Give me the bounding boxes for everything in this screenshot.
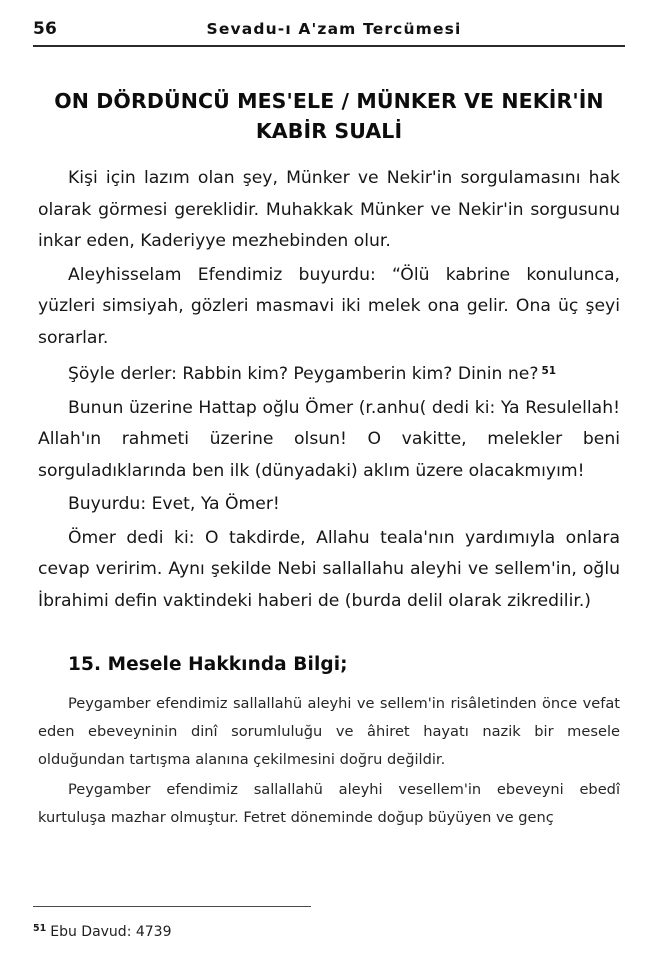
running-head [33,16,625,42]
chapter-title-line-1: ON DÖRDÜNCÜ MES'ELE / MÜNKER VE NEKİR'İN [54,89,604,113]
header-divider [33,45,625,47]
footnote-text: Ebu Davud: 4739 [50,924,172,940]
paragraph: Kişi için lazım olan şey, Münker ve Nekir'in sorgulamasını hak olarak görmesi gereklidir. Muhakkak Münker ve Nekir'in sorgusunu inkar eden, Kaderiyye mezhebinden olur. [38,168,620,251]
footnote-area [33,906,625,943]
footnote-marker: 51 [33,923,47,934]
paragraph-small: Peygamber efendimiz sallallahü aleyhi vesellem'in ebeveyni ebedî kurtuluşa mazhar olmuştur. Fetret döneminde doğup büyüyen ve genç [38,781,620,826]
chapter-title [38,86,620,146]
section-sub-heading: 15. Mesele Hakkında Bilgi; [68,654,348,675]
small-print-block [38,690,620,832]
paragraph: Bunun üzerine Hattap oğlu Ömer (r.anhu( dedi ki: Ya Resulellah! Allah'ın rahmeti üzerine olsun! O vakitte, melekler beni sorguladıklarında ben ilk (dünyadaki) aklım üzere olacakmıyım! [38,397,620,481]
body-text [38,163,620,617]
paragraph-with-footnote [38,356,620,391]
paragraph: Buyurdu: Evet, Ya Ömer! [68,494,280,514]
page-content [38,70,620,832]
page-number: 56 [33,19,58,39]
footnote-divider [33,906,311,908]
chapter-title-line-2: KABİR SUALİ [255,119,403,143]
paragraph-text: Şöyle derler: Rabbin kim? Peygamberin kim? Dinin ne? [68,364,539,384]
footnote-entry [33,919,625,942]
paragraph: Aleyhisselam Efendimiz buyurdu: “Ölü kabrine konulunca, yüzleri simsiyah, gözleri masmavi iki melek ona gelir. Ona üç şeyi sorarlar. [38,264,620,348]
paragraph: Ömer dedi ki: O takdirde, Allahu teala'nın yardımıyla onlara cevap veririm. Aynı şekilde Nebi sallallahu aleyhi ve sellem'in, oğlu İbrahimi defin vaktindeki haberi de (burda delil olarak zikredilir.) [38,527,620,611]
paragraph-small: Peygamber efendimiz sallallahü aleyhi ve sellem'in risâletinden önce vefat eden ebeveyninin dinî sorumluluğu ve âhiret hayatı nazik bir mesele olduğundan tartışma alanına çekilmesini doğru değildir. [38,695,620,768]
book-title: Sevadu-ı A'zam Tercümesi [206,20,462,38]
footnote-reference-51[interactable]: 51 [541,365,557,377]
